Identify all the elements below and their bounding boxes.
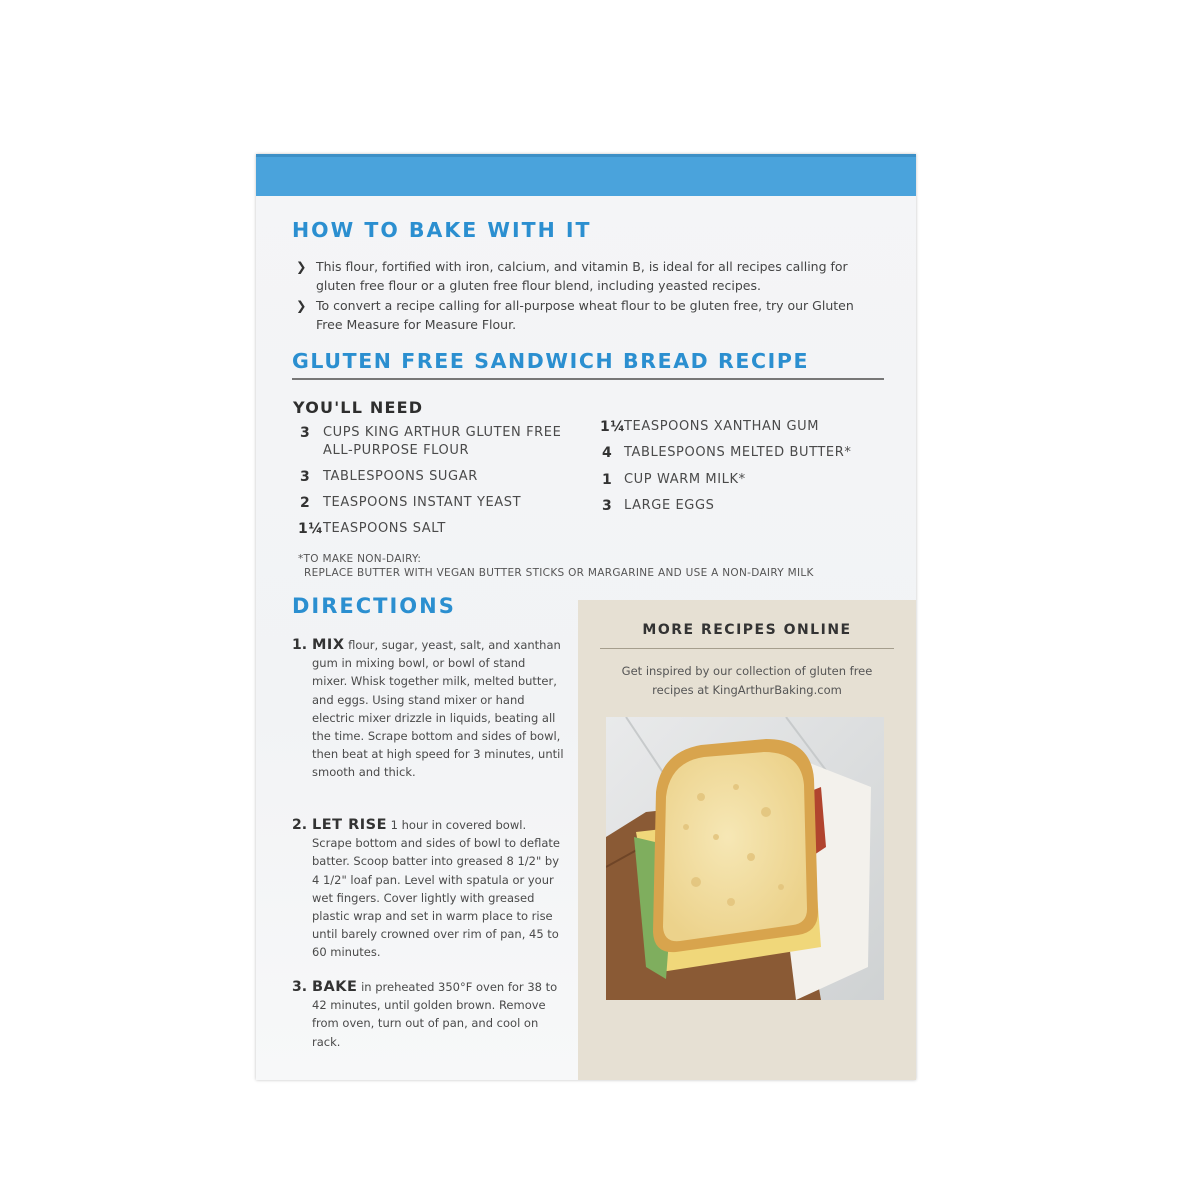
- non-dairy-note-text: REPLACE BUTTER WITH VEGAN BUTTER STICKS OR MARGARINE AND USE A NON-DAIRY MILK: [304, 567, 814, 579]
- step-keyword: LET RISE: [312, 817, 387, 833]
- direction-step-1: [292, 636, 564, 782]
- ingredient-name: TEASPOONS INSTANT YEAST: [323, 495, 522, 510]
- ingredient-item: [300, 494, 576, 512]
- sandwich-photo: [606, 717, 884, 1000]
- ingredient-qty: 3: [602, 498, 613, 514]
- how-to-bullet-2: [296, 296, 876, 334]
- ingredient-qty: 1¼: [298, 521, 324, 537]
- step-text: 1 hour in covered bowl. Scrape bottom and sides of bowl to deflate batter. Scoop batter into greased 8 1/2" by 4 1/2" loaf pan. Level with spatula or your wet fingers. Cover lightly with greased plastic wrap and set in warm place to rise until barely crowned over rim of pan, 45 to 60 minutes.: [312, 818, 560, 960]
- ingredient-name: TEASPOONS SALT: [323, 521, 446, 536]
- ingredient-qty: 3: [300, 425, 311, 441]
- chevron-right-icon: ❯: [296, 259, 307, 274]
- more-recipes-title: MORE RECIPES ONLINE: [642, 622, 852, 638]
- recipe-title-underline: [292, 378, 884, 380]
- ingredient-name: CUPS KING ARTHUR GLUTEN FREE ALL-PURPOSE FLOUR: [323, 425, 562, 458]
- ingredient-name: LARGE EGGS: [624, 498, 715, 513]
- recipe-title: GLUTEN FREE SANDWICH BREAD RECIPE: [292, 349, 810, 373]
- ingredient-qty: 1¼: [600, 419, 626, 435]
- directions-title: DIRECTIONS: [292, 594, 456, 618]
- step-text: flour, sugar, yeast, salt, and xanthan gum in mixing bowl, or bowl of stand mixer. Whisk together milk, melted butter, and eggs. Using stand mixer or hand electric mixer drizzle in liquids, beating all the time. Scrape bottom and sides of bowl, then beat at high speed for 3 minutes, until smooth and thick.: [312, 638, 564, 780]
- ingredient-name: TABLESPOONS SUGAR: [323, 469, 478, 484]
- how-to-bullet-text: This flour, fortified with iron, calcium, and vitamin B, is ideal for all recipes calling for gluten free flour or a gluten free flour blend, including yeasted recipes.: [316, 259, 848, 293]
- step-keyword: BAKE: [312, 979, 358, 995]
- ingredient-name: CUP WARM MILK*: [624, 472, 746, 487]
- how-to-bullet-1: [296, 257, 876, 295]
- ingredient-qty: 4: [602, 445, 613, 461]
- ingredient-qty: 3: [300, 469, 311, 485]
- ingredient-item: [602, 444, 892, 462]
- direction-step-3: [292, 978, 564, 1051]
- promo-divider: [600, 648, 894, 649]
- ingredient-item: [602, 471, 892, 489]
- chevron-right-icon: ❯: [296, 298, 307, 313]
- step-keyword: MIX: [312, 637, 345, 653]
- youll-need-heading: YOU'LL NEED: [293, 398, 424, 417]
- top-color-band: [256, 154, 916, 196]
- step-text: in preheated 350°F oven for 38 to 42 minutes, until golden brown. Remove from oven, turn out of pan, and cool on rack.: [312, 980, 558, 1049]
- how-to-title: HOW TO BAKE WITH IT: [292, 218, 592, 242]
- ingredient-item: [300, 424, 576, 460]
- step-number: 1.: [292, 637, 308, 653]
- ingredient-name: TABLESPOONS MELTED BUTTER*: [624, 445, 852, 460]
- sandwich-illustration: [606, 717, 884, 1000]
- ingredient-item: [602, 497, 892, 515]
- ingredient-item: [298, 520, 574, 538]
- ingredient-qty: 1: [602, 472, 613, 488]
- non-dairy-note-heading: *TO MAKE NON-DAIRY:: [298, 553, 422, 565]
- step-number: 3.: [292, 979, 308, 995]
- package-back-panel: [256, 154, 916, 1080]
- ingredient-name: TEASPOONS XANTHAN GUM: [624, 419, 820, 434]
- more-recipes-text: Get inspired by our collection of gluten free recipes at KingArthurBaking.com: [621, 664, 873, 697]
- ingredient-item: [300, 468, 576, 486]
- ingredient-item: [600, 418, 890, 436]
- step-number: 2.: [292, 817, 308, 833]
- how-to-bullet-text: To convert a recipe calling for all-purpose wheat flour to be gluten free, try our Gluten Free Measure for Measure Flour.: [316, 298, 854, 332]
- direction-step-2: [292, 816, 564, 962]
- ingredient-qty: 2: [300, 495, 311, 511]
